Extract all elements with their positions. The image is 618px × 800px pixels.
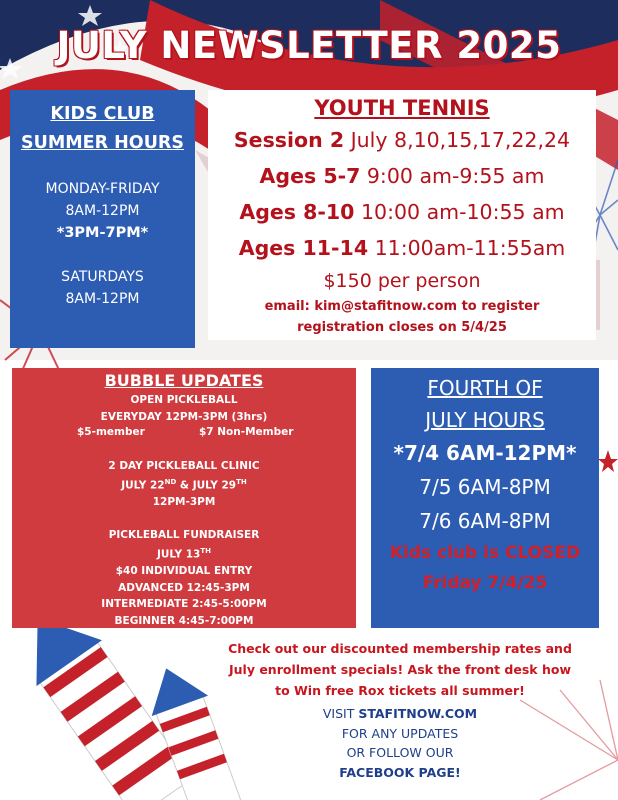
promo-text: [200, 638, 600, 701]
kids-saturday-hours: 8AM-12PM: [65, 291, 140, 307]
kids-closed-line2: Friday 7/4/25: [422, 573, 548, 593]
website-link[interactable]: STAFITNOW.COM: [358, 706, 478, 721]
visit-line2: FOR ANY UPDATES: [341, 725, 459, 741]
fundraiser-date-suffix: TH: [200, 547, 211, 555]
fundraiser-date: [12, 543, 356, 563]
bubble-updates-panel: [12, 368, 356, 628]
promo-line: Check out our discounted membership rates and: [228, 641, 572, 656]
open-pickleball-time: EVERYDAY 12PM-3PM (3hrs): [100, 410, 268, 423]
tennis-price: $150 per person: [323, 270, 481, 292]
clinic-date-1-suffix: ND: [164, 478, 177, 486]
fundraiser-date-text: JULY 13: [157, 548, 201, 561]
kids-saturday-label: SATURDAYS: [61, 269, 144, 285]
age-group-time: 11:00am-11:55am: [374, 236, 566, 260]
fourth-day3: 7/6 6AM-8PM: [419, 509, 551, 533]
member-price: $5-member: [77, 426, 145, 438]
clinic-title: 2 DAY PICKLEBALL CLINIC: [108, 459, 260, 472]
age-group-ages: Ages 8-10: [239, 200, 355, 224]
visit-line3: OR FOLLOW OUR: [346, 745, 454, 760]
age-group-row: [208, 230, 596, 266]
clinic-date-2: & JULY 29: [176, 479, 237, 492]
session-label: Session 2: [233, 128, 345, 152]
kids-weekday-morning: 8AM-12PM: [65, 203, 140, 219]
youth-tennis-heading: YOUTH TENNIS: [314, 96, 490, 120]
pickleball-prices: [12, 425, 356, 442]
promo-line: to Win free Rox tickets all summer!: [275, 683, 525, 698]
kids-closed-line1: Kids club is CLOSED: [389, 543, 581, 563]
level-item: ADVANCED 12:45-3PM: [118, 581, 250, 594]
fourth-heading-line1: FOURTH OF: [427, 376, 543, 400]
age-group-time: 9:00 am-9:55 am: [366, 164, 545, 188]
fourth-of-july-panel: [371, 368, 599, 628]
fundraiser-entry: $40 INDIVIDUAL ENTRY: [115, 565, 253, 577]
fundraiser-title: PICKLEBALL FUNDRAISER: [108, 528, 260, 541]
age-group-time: 10:00 am-10:55 am: [360, 200, 565, 224]
promo-line: July enrollment specials! Ask the front desk how: [229, 662, 571, 677]
kids-club-heading-line2: SUMMER HOURS: [21, 133, 184, 153]
kids-weekday-label: MONDAY-FRIDAY: [45, 181, 160, 197]
facebook-link[interactable]: [290, 763, 510, 783]
fourth-heading: [371, 372, 599, 436]
open-pickleball-title: OPEN PICKLEBALL: [130, 394, 238, 406]
visit-line: [290, 704, 510, 724]
clinic-date-1: JULY 22: [121, 479, 165, 492]
tennis-deadline-line: registration closes on 5/4/25: [297, 320, 507, 335]
kids-club-panel: [10, 90, 195, 348]
youth-tennis-panel: [208, 90, 596, 340]
age-group-row: [208, 194, 596, 230]
age-group-ages: Ages 11-14: [238, 236, 369, 260]
nonmember-price: $7 Non-Member: [199, 426, 294, 438]
session-dates: July 8,10,15,17,22,24: [350, 128, 571, 152]
clinic-dates: [12, 474, 356, 494]
age-group-ages: Ages 5-7: [259, 164, 361, 188]
bubble-heading: BUBBLE UPDATES: [104, 371, 264, 390]
age-group-row: [208, 158, 596, 194]
fourth-day2: 7/5 6AM-8PM: [419, 475, 551, 499]
kids-weekday-evening: *3PM-7PM*: [56, 225, 149, 241]
clinic-time: 12PM-3PM: [152, 496, 216, 508]
visit-block: [290, 704, 510, 782]
facebook-link-text: FACEBOOK PAGE!: [339, 764, 461, 780]
fourth-day1: *7/4 6AM-12PM*: [393, 441, 577, 465]
clinic-date-2-suffix: TH: [236, 478, 247, 486]
level-item: INTERMEDIATE 2:45-5:00PM: [101, 598, 267, 610]
fourth-heading-line2: JULY HOURS: [425, 408, 545, 432]
session-row: [208, 122, 596, 158]
tennis-email-line: email: kim@stafitnow.com to register: [264, 299, 540, 314]
kids-club-heading: [10, 100, 195, 158]
level-item: BEGINNER 4:45-7:00PM: [114, 614, 254, 627]
kids-club-heading-line1: KIDS CLUB: [50, 104, 155, 124]
newsletter-title: JULY NEWSLETTER 2025: [56, 24, 562, 67]
visit-word: VISIT: [322, 706, 359, 721]
